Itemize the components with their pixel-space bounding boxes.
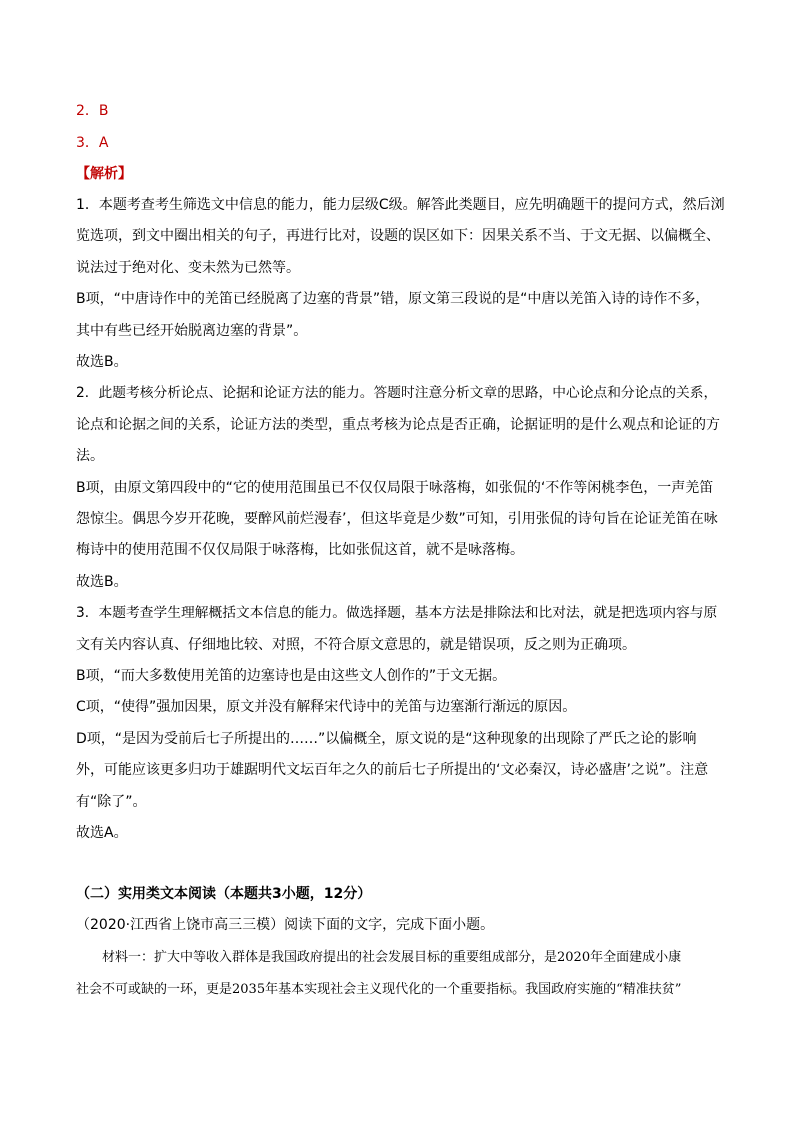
analysis-line: 其中有些已经开始脱离边塞的背景”。 bbox=[76, 323, 308, 339]
analysis-line: C项，“使得”强加因果，原文并没有解释宋代诗中的羌笛与边塞渐行渐远的原因。 bbox=[76, 699, 577, 715]
analysis-line: 有“除了”。 bbox=[76, 794, 147, 810]
analysis-line: 说法过于绝对化、变未然为已然等。 bbox=[76, 260, 300, 276]
section-title: （二）实用类文本阅读（本题共3小题，12分） bbox=[76, 886, 372, 902]
analysis-line: 法。 bbox=[76, 448, 104, 464]
source-line: （2020·江西省上饶市高三三模）阅读下面的文字，完成下面小题。 bbox=[76, 917, 495, 933]
analysis-line: 文有关内容认真、仔细地比较、对照，不符合原文意思的，就是错误项，反之则为正确项。 bbox=[76, 637, 636, 653]
analysis-heading: 【解析】 bbox=[76, 166, 132, 182]
material-line: 社会不可或缺的一环，更是2035年基本实现社会主义现代化的一个重要指标。我国政府实施的“精准扶贫” bbox=[76, 982, 682, 997]
analysis-line: 览选项，到文中圈出相关的句子，再进行比对，设题的误区如下：因果关系不当、于文无据、以偏概全、 bbox=[76, 228, 720, 244]
analysis-line: 故选A。 bbox=[76, 825, 128, 841]
analysis-line: D项，“是因为受前后七子所提出的……”以偏概全，原文说的是“这种现象的出现除了严氏之论的影响 bbox=[76, 731, 697, 747]
answer-2: 2．B bbox=[76, 103, 109, 119]
analysis-line: 2．此题考核分析论点、论据和论证方法的能力。答题时注意分析文章的思路，中心论点和分论点的关系， bbox=[76, 385, 718, 401]
analysis-line: B项，“中唐诗作中的羌笛已经脱离了边塞的背景”错，原文第三段说的是“中唐以羌笛入诗的诗作不多， bbox=[76, 291, 710, 307]
analysis-line: B项，“而大多数使用羌笛的边塞诗也是由这些文人创作的”于文无据。 bbox=[76, 668, 507, 684]
analysis-line: 梅诗中的使用范围不仅仅局限于咏落梅，比如张侃这首，就不是咏落梅。 bbox=[76, 542, 524, 558]
analysis-line: 论点和论据之间的关系，论证方法的类型，重点考核为论点是否正确，论据证明的是什么观点和论证的方 bbox=[76, 417, 720, 433]
analysis-line: 故选B。 bbox=[76, 354, 128, 370]
analysis-line: 故选B。 bbox=[76, 574, 128, 590]
analysis-line: 怨惊尘。偶思今岁开花晚，要醉风前烂漫春’，但这毕竟是少数”可知，引用张侃的诗句旨在论证羌笛在咏 bbox=[76, 511, 718, 527]
analysis-line: B项，由原文第四段中的“它的使用范围虽已不仅仅局限于咏落梅，如张侃的‘不作等闲桃李色，一声羌笛 bbox=[76, 480, 714, 496]
material-line: 材料一：扩大中等收入群体是我国政府提出的社会发展目标的重要组成部分，是2020年全面建成小康 bbox=[76, 950, 682, 965]
analysis-line: 外，可能应该更多归功于雄踞明代文坛百年之久的前后七子所提出的‘文必秦汉，诗必盛唐’之说”。注意 bbox=[76, 762, 709, 778]
analysis-line: 1．本题考查考生筛选文中信息的能力，能力层级C级。解答此类题目，应先明确题干的提问方式，然后浏 bbox=[76, 197, 725, 213]
analysis-line: 3．本题考查学生理解概括文本信息的能力。做选择题，基本方法是排除法和比对法，就是把选项内容与原 bbox=[76, 605, 718, 621]
answer-3: 3．A bbox=[76, 135, 109, 151]
